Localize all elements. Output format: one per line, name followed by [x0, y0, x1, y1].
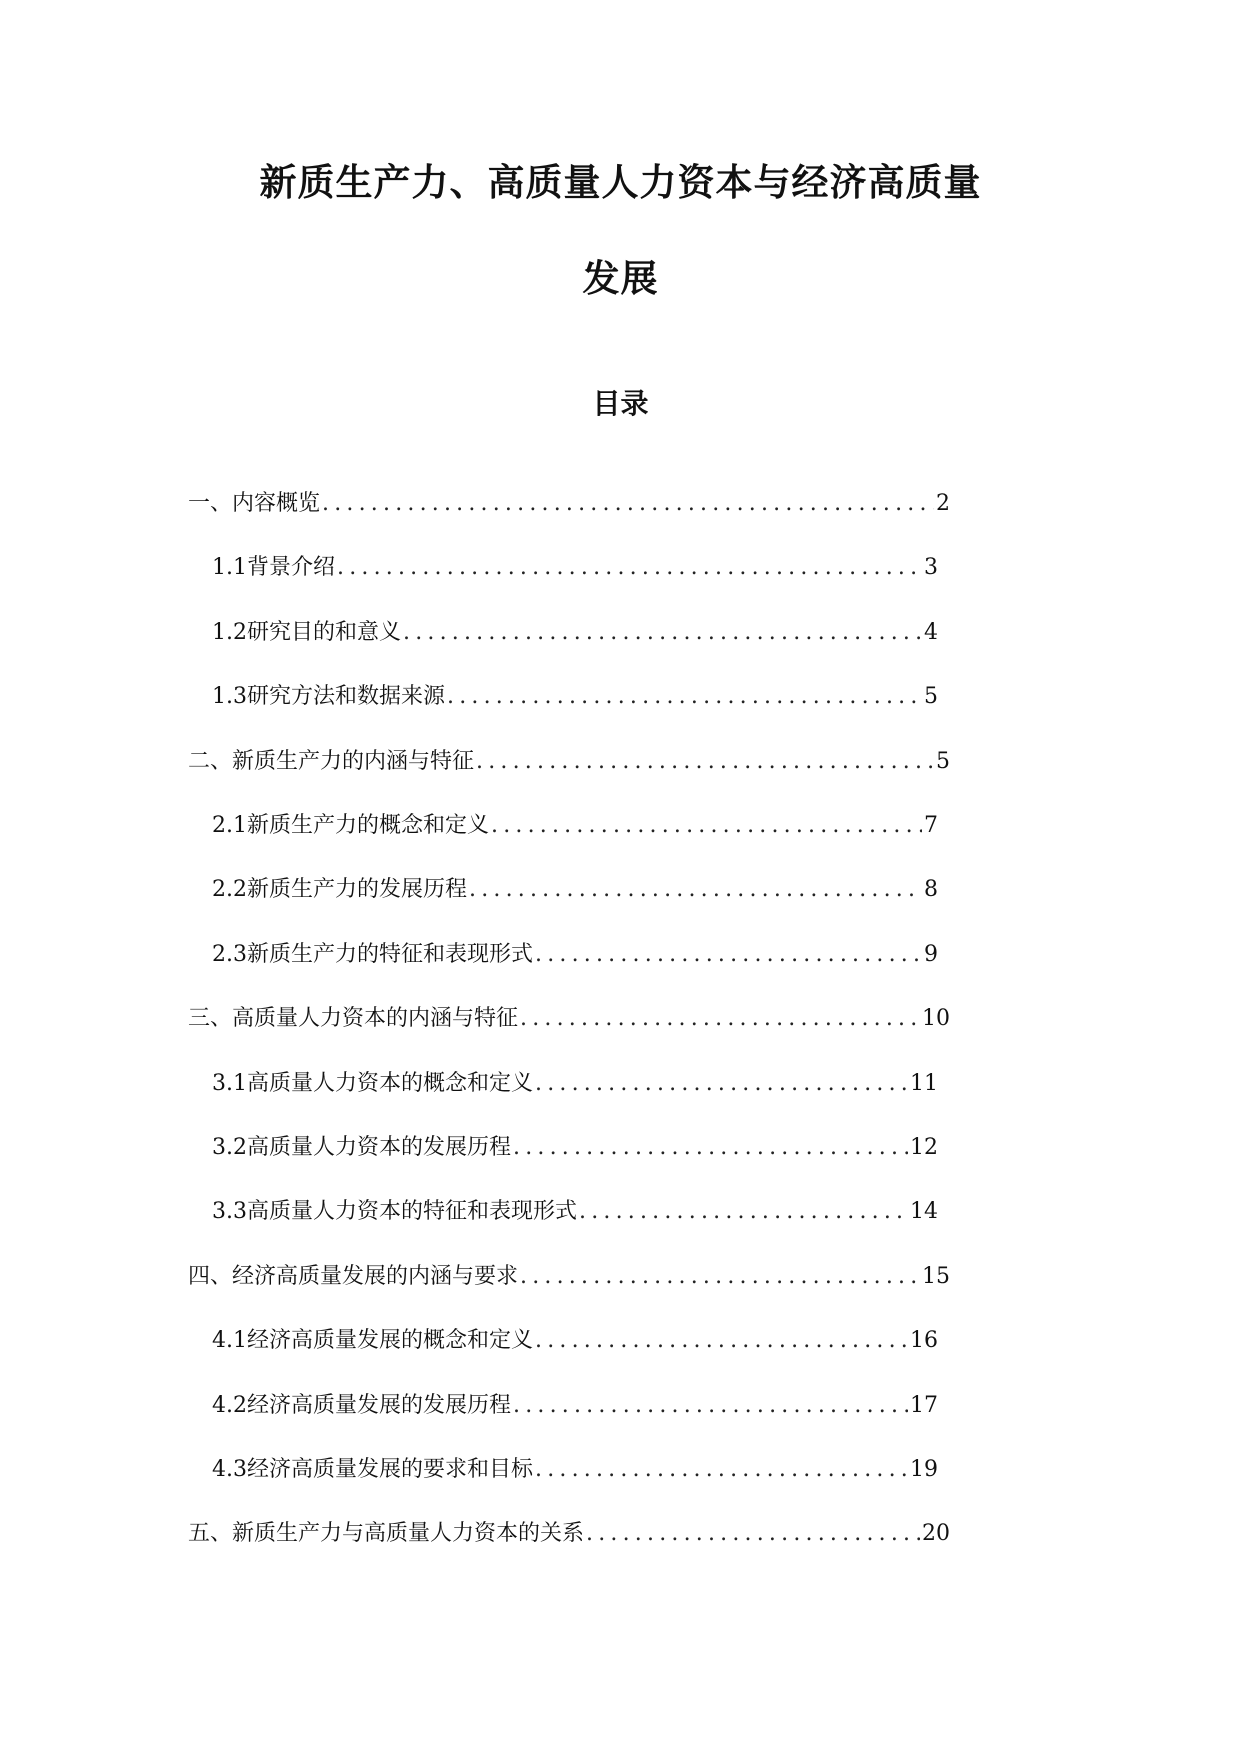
toc-entry[interactable] — [188, 1517, 950, 1551]
toc-entry-title: 高质量人力资本的概念和定义 — [247, 1071, 534, 1096]
toc-entry-title: 经济高质量发展的内涵与要求 — [232, 1264, 519, 1289]
toc-dot-leader — [535, 1067, 908, 1101]
toc-entry[interactable] — [212, 1389, 938, 1423]
toc-entry-number: 2.2 — [212, 877, 247, 902]
toc-entry-page-number: 8 — [924, 877, 938, 902]
toc-entry-number: 3.1 — [212, 1071, 247, 1096]
toc-entry-page-number: 9 — [924, 942, 938, 967]
toc-dot-leader — [579, 1195, 908, 1229]
toc-entry-title: 新质生产力的特征和表现形式 — [247, 942, 534, 967]
toc-dot-leader — [476, 745, 934, 779]
toc-entry-number: 三、 — [188, 1006, 233, 1031]
toc-entry[interactable] — [212, 1453, 938, 1487]
toc-entry[interactable] — [188, 1260, 950, 1294]
toc-entry-title: 新质生产力的发展历程 — [247, 877, 468, 902]
toc-entry-title: 新质生产力与高质量人力资本的关系 — [232, 1521, 585, 1546]
toc-entry-page-number: 14 — [910, 1199, 938, 1224]
toc-entry-number: 四、 — [188, 1264, 233, 1289]
toc-entry[interactable] — [212, 551, 938, 585]
toc-entry-title: 高质量人力资本的内涵与特征 — [232, 1006, 519, 1031]
toc-entry-number: 4.1 — [212, 1328, 247, 1353]
toc-entry[interactable] — [212, 809, 938, 843]
toc-entry-number: 2.3 — [212, 942, 247, 967]
toc-entry[interactable] — [188, 745, 950, 779]
toc-dot-leader — [491, 809, 922, 843]
toc-entry[interactable] — [212, 680, 938, 714]
toc-entry-title: 新质生产力的概念和定义 — [247, 813, 490, 838]
toc-entry-page-number: 11 — [910, 1071, 938, 1096]
toc-entry-number: 4.3 — [212, 1457, 247, 1482]
toc-dot-leader — [535, 938, 922, 972]
toc-entry-page-number: 20 — [922, 1521, 950, 1546]
toc-entry-number: 一、 — [188, 491, 233, 516]
toc-entry[interactable] — [212, 1131, 938, 1165]
toc-entry-page-number: 16 — [910, 1328, 938, 1353]
toc-entry-number: 五、 — [188, 1521, 233, 1546]
toc-entry-title: 新质生产力的内涵与特征 — [232, 749, 475, 774]
toc-entry-page-number: 5 — [936, 749, 950, 774]
toc-entry-page-number: 12 — [910, 1135, 938, 1160]
toc-entry-title: 研究方法和数据来源 — [247, 684, 446, 709]
toc-entry-number: 4.2 — [212, 1393, 247, 1418]
toc-entry-page-number: 17 — [910, 1393, 938, 1418]
toc-dot-leader — [469, 873, 922, 907]
toc-entry-page-number: 10 — [922, 1006, 950, 1031]
toc-entry-number: 3.3 — [212, 1199, 247, 1224]
toc-entry-number: 3.2 — [212, 1135, 247, 1160]
toc-heading: 目录 — [592, 387, 649, 420]
toc-dot-leader — [447, 680, 922, 714]
toc-dot-leader — [535, 1453, 908, 1487]
toc-dot-leader — [337, 551, 922, 585]
toc-entry-page-number: 4 — [924, 620, 938, 645]
toc-entry[interactable] — [212, 938, 938, 972]
toc-entry-number: 二、 — [188, 749, 233, 774]
toc-entry-page-number: 2 — [936, 491, 950, 516]
toc-entry-page-number: 3 — [924, 555, 938, 580]
toc-entry[interactable] — [212, 1324, 938, 1358]
toc-entry-title: 高质量人力资本的特征和表现形式 — [247, 1199, 578, 1224]
toc-entry[interactable] — [212, 616, 938, 650]
toc-entry-title: 高质量人力资本的发展历程 — [247, 1135, 512, 1160]
toc-entry[interactable] — [212, 873, 938, 907]
toc-dot-leader — [513, 1131, 908, 1165]
document-title-line-2: 发展 — [582, 256, 659, 300]
toc-dot-leader — [513, 1389, 908, 1423]
toc-entry-number: 1.1 — [212, 555, 247, 580]
toc-entry-title: 研究目的和意义 — [247, 620, 402, 645]
toc-entry[interactable] — [212, 1195, 938, 1229]
toc-dot-leader — [535, 1324, 908, 1358]
toc-entry-number: 2.1 — [212, 813, 247, 838]
toc-entry-number: 1.2 — [212, 620, 247, 645]
toc-entry-title: 经济高质量发展的概念和定义 — [247, 1328, 534, 1353]
toc-entry[interactable] — [212, 1067, 938, 1101]
toc-entry-title: 经济高质量发展的要求和目标 — [247, 1457, 534, 1482]
toc-entry-page-number: 19 — [910, 1457, 938, 1482]
toc-entry-title: 内容概览 — [232, 491, 321, 516]
toc-entry-page-number: 15 — [922, 1264, 950, 1289]
toc-entry-title: 背景介绍 — [247, 555, 336, 580]
toc-entry[interactable] — [188, 487, 950, 521]
toc-dot-leader — [322, 487, 934, 521]
toc-entry-title: 经济高质量发展的发展历程 — [247, 1393, 512, 1418]
toc-entry-number: 1.3 — [212, 684, 247, 709]
toc-entry[interactable] — [188, 1002, 950, 1036]
toc-dot-leader — [586, 1517, 920, 1551]
toc-dot-leader — [403, 616, 922, 650]
document-title-line-1: 新质生产力、高质量人力资本与经济高质量 — [259, 160, 982, 204]
toc-dot-leader — [520, 1002, 920, 1036]
toc-entry-page-number: 7 — [924, 813, 938, 838]
toc-entry-page-number: 5 — [924, 684, 938, 709]
toc-dot-leader — [520, 1260, 920, 1294]
